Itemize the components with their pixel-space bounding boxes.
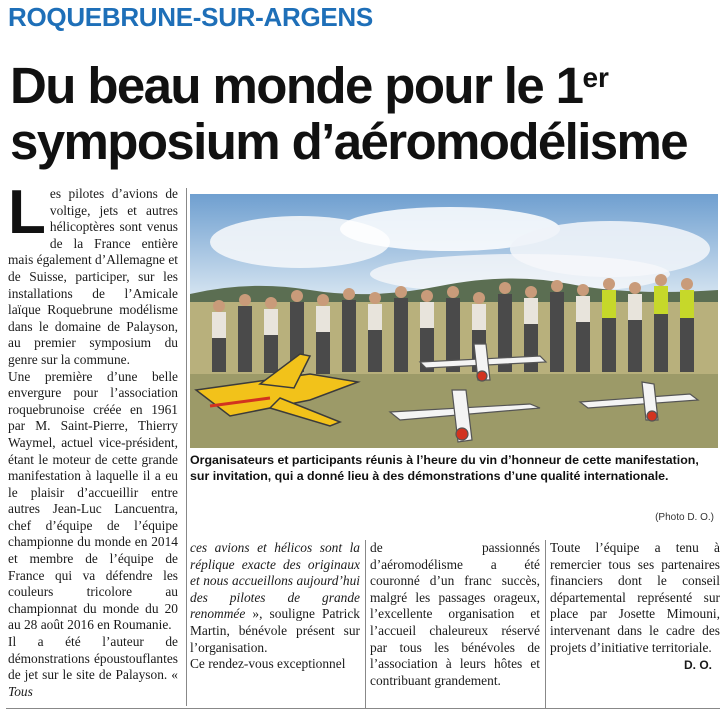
quote-text: ces avions et hélicos sont la réplique exacte des originaux et nous accueillons aujourd’hui des pilotes de grande renommée bbox=[190, 540, 360, 622]
column-rule bbox=[545, 540, 546, 708]
paragraph-text: », souligne Patrick Martin, bénévole présent sur l’organisation. bbox=[190, 606, 360, 655]
photo-caption: Organisateurs et participants réunis à l’heure du vin d’honneur de cette manifestation, sur invitation, qui a donné lieu à des démonstrations d’une qualité internationale. bbox=[190, 453, 699, 483]
article-column-1 bbox=[8, 178, 178, 700]
article-paragraph bbox=[190, 540, 360, 656]
section-kicker: ROQUEBRUNE-SUR-ARGENS bbox=[8, 2, 373, 32]
article-column-3 bbox=[370, 540, 540, 689]
column-rule bbox=[186, 188, 187, 706]
headline-superscript: er bbox=[582, 62, 609, 93]
paragraph-text: Il a été l’auteur de démonstrations époustouflantes de jet sur le site de Palayson. « bbox=[8, 634, 178, 683]
bottom-rule bbox=[6, 708, 720, 709]
photo-credit: (Photo D. O.) bbox=[655, 512, 714, 523]
author-signature: D. O. bbox=[683, 658, 712, 672]
photo-illustration bbox=[190, 194, 718, 448]
article-paragraph: Une première d’une belle envergure pour l’association roquebrunoise créée en 1961 par M. Saint-Pierre, Thierry Waymel, actuel vice-président, étant le moteur de cette grande manifestation à laquelle il a eu le plaisir d’accueillir entre autres Jean-Luc Lancuentra, chef d’équipe de l’équipe championne du monde en 2014 et membre de l’équipe de France qui va défendre les couleurs tricolore au championnat du monde du 20 au 28 août 2016 en Roumanie. bbox=[8, 368, 178, 633]
headline-line-1: Du beau monde pour le 1 bbox=[10, 57, 583, 114]
article-paragraph bbox=[8, 178, 178, 369]
article-paragraph: de passionnés d’aéromodélisme a été couronné d’un franc succès, malgré les passages orageux, l’excellente organisation et l’accueil chaleureux réservé par tous les bénévoles de l’association à leurs hôtes et contribuant grandement. bbox=[370, 540, 540, 688]
headline-line-2: symposium d’aéromodélisme bbox=[10, 113, 688, 170]
article-paragraph: Ce rendez-vous exceptionnel bbox=[190, 656, 346, 672]
headline bbox=[10, 58, 722, 170]
article-photo bbox=[190, 194, 718, 448]
article-column-4 bbox=[550, 540, 720, 656]
quote-text: Tous bbox=[8, 683, 33, 699]
article-column-2 bbox=[190, 540, 360, 673]
article-paragraph bbox=[8, 634, 178, 700]
drop-cap: L bbox=[8, 178, 46, 247]
article-paragraph: Toute l’équipe a tenu à remercier tous ses partenaires financiers dont le conseil départemental représenté sur place par Josette Mimouni, intervenant dans le cadre des projets d’initiative territoriale. bbox=[550, 540, 720, 655]
paragraph-text: es pilotes d’avions de voltige, jets et autres hélicoptères sont venus de la France entière mais également d’Allemagne et de Suisse, participer, sur les installations de l’Amicale laïque Roquebrune modélisme dans le domaine de Palayson, au premier symposium du genre sur la commune. bbox=[8, 186, 178, 367]
column-rule bbox=[365, 540, 366, 708]
